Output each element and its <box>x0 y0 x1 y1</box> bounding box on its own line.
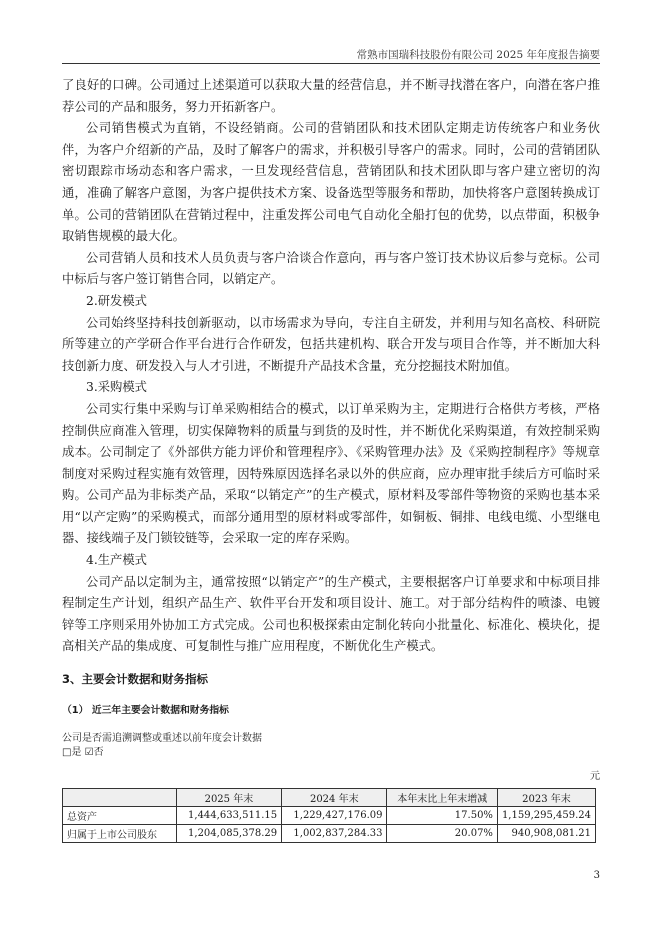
table-cell: 1,444,633,511.15 <box>176 807 281 825</box>
table-header-cell: 本年末比上年末增减 <box>387 789 497 807</box>
section-heading-accounting-data: 3、主要会计数据和财务指标 <box>62 672 209 687</box>
table-header-cell: 2025 年末 <box>176 789 281 807</box>
table-row <box>63 825 596 843</box>
table-header-cell: 2023 年末 <box>497 789 595 807</box>
table-row-label: 归属于上市公司股东 <box>63 825 177 843</box>
table-cell: 940,908,081.21 <box>497 825 595 843</box>
heading-production-model: 4.生产模式 <box>86 553 147 568</box>
report-header-title: 常熟市国瑞科技股份有限公司 2025 年年度报告摘要 <box>356 49 600 61</box>
subsection-heading-three-year-data: （1） 近三年主要会计数据和财务指标 <box>62 705 229 717</box>
header-divider <box>62 63 600 64</box>
paragraph-rd-model: 公司始终坚持科技创新驱动，以市场需求为导向，专注自主研发，并利用与知名高校、科研院所等建立的产学研合作平台进行合作研发，包括共建机构、联合开发与项目合作等，并不断加大科技创新力度、研发投入与人才引进，不断提升产品技术含量，充分挖掘技术附加值。 <box>62 315 600 373</box>
page-number: 3 <box>593 870 600 881</box>
table-cell: 1,159,295,459.24 <box>497 807 595 825</box>
heading-rd-model: 2.研发模式 <box>86 293 147 308</box>
paragraph-procurement-model: 公司实行集中采购与订单采购相结合的模式，以订单采购为主，定期进行合格供方考核，严格控制供应商准入管理，切实保障物料的质量与到货的及时性，并不断优化采购渠道，有效控制采购成本。公司制定了《外部供方能力评价和管理程序》、《采购管理办法》及《采购控制程序》等规章制度对采购过程实施有效管理，因特殊原因选择名录以外的供应商，应办理审批手续后方可临时采购。公司产品为非标类产品，采取“以销定产”的生产模式，原材料及零部件等物资的采购也基本采用“以产定购”的采购模式，而部分通用型的原材料或零部件，如铜板、铜排、电线电缆、小型继电器、接线端子及门锁铰链等，会采取一定的库存采购。 <box>62 401 600 546</box>
document-body <box>62 75 600 843</box>
paragraph-sales-channels: 了良好的口碑。公司通过上述渠道可以获取大量的经营信息，并不断寻找潜在客户，向潜在客户推荐公司的产品和服务，努力开拓新客户。 <box>62 78 600 114</box>
table-cell: 1,204,085,378.29 <box>176 825 281 843</box>
table-header-cell: 2024 年末 <box>282 789 387 807</box>
table-cell: 20.07% <box>387 825 497 843</box>
currency-unit: 元 <box>590 771 600 783</box>
table-row <box>63 807 596 825</box>
paragraph-bidding: 公司营销人员和技术人员负责与客户洽谈合作意向，再与客户签订技术协议后参与竞标。公司中标后与客户签订销售合同，以销定产。 <box>62 250 600 287</box>
paragraph-sales-model: 公司销售模式为直销，不设经销商。公司的营销团队和技术团队定期走访传统客户和业务伙伴，为客户介绍新的产品，及时了解客户的需求，并积极引导客户的需求。同时，公司的营销团队密切跟踪市场动态和客户需求，一旦发现经营信息，营销团队和技术团队即与客户建立密切的沟通，准确了解客户意图，为客户提供技术方案、设备选型等服务和帮助，加快将客户意图转换成订单。公司的营销团队在营销过程中，注重发挥公司电气自动化全船打包的优势，以点带面，积极争取销售规模的最大化。 <box>62 121 600 244</box>
table-row-label: 总资产 <box>63 807 177 825</box>
financial-data-table <box>62 788 596 843</box>
table-header-row <box>63 789 596 807</box>
table-cell: 1,002,837,284.33 <box>282 825 387 843</box>
paragraph-production-model: 公司产品以定制为主，通常按照“以销定产”的生产模式，主要根据客户订单要求和中标项目排程制定生产计划，组织产品生产、软件平台开发和项目设计、施工。对于部分结构件的喷漆、电镀锌等工序则采用外协加工方式完成。公司也积极探索由定制化转向小批量化、标准化、模块化，提高相关产品的集成度、可复制性与推广应用程度，不断优化生产模式。 <box>62 574 600 654</box>
heading-procurement-model: 3.采购模式 <box>86 380 147 395</box>
table-header-cell <box>63 789 177 807</box>
restatement-options: □是 ☑否 <box>62 747 104 759</box>
restatement-question: 公司是否需追溯调整或重述以前年度会计数据 <box>62 733 262 745</box>
table-cell: 1,229,427,176.09 <box>282 807 387 825</box>
table-cell: 17.50% <box>387 807 497 825</box>
